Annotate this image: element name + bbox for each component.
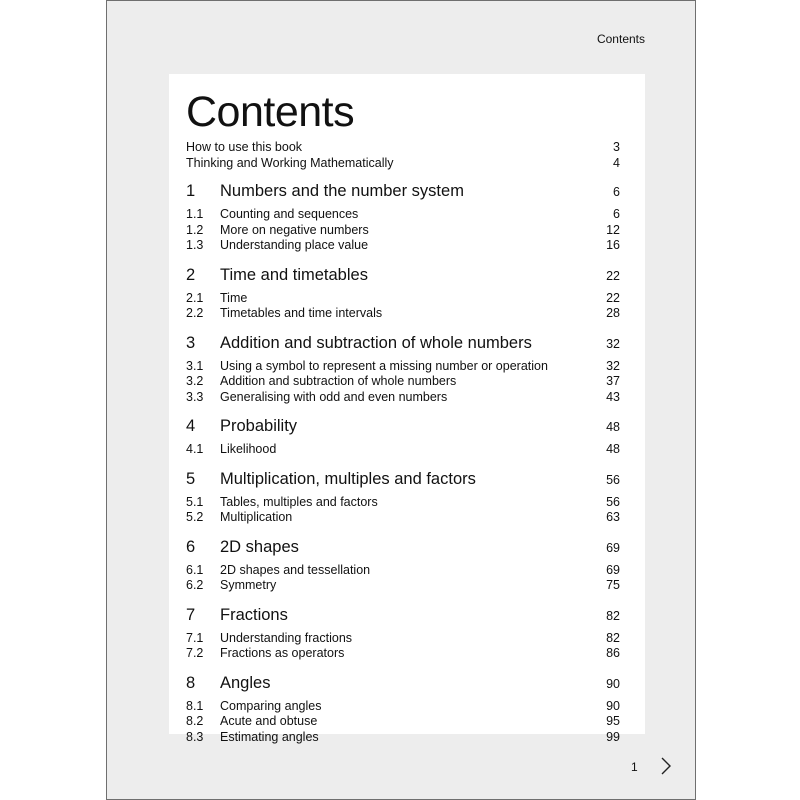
toc-section-row[interactable] [186,714,620,730]
running-header: Contents [596,32,645,46]
toc-chapter-row[interactable] [186,468,620,491]
section-title: Time [220,290,248,305]
section-page: 82 [606,630,620,645]
page-number: 1 [631,760,638,774]
section-number: 5.2 [186,510,204,524]
section-page: 56 [606,494,620,509]
section-page: 22 [606,290,620,305]
section-number: 1.2 [186,222,204,237]
chapter-page: 22 [606,268,620,283]
section-page: 16 [606,238,620,252]
chapter-page: 32 [606,336,620,351]
section-page: 37 [606,374,620,388]
chapter-title: Probability [220,417,298,435]
toc-section-row[interactable] [186,223,620,239]
section-title: Multiplication [220,510,293,524]
toc-chapter-row[interactable] [186,672,620,695]
section-page: 86 [606,646,620,660]
section-page: 28 [606,306,620,320]
section-number: 2.2 [186,306,204,320]
section-number: 6.2 [186,578,204,592]
section-title: Counting and sequences [220,207,359,221]
section-title: Addition and subtraction of whole numbers [220,374,457,388]
toc-entry-title: Thinking and Working Mathematically [186,155,394,170]
section-page: 99 [606,729,620,744]
section-title: Generalising with odd and even numbers [220,389,448,404]
section-title: Using a symbol to represent a missing number or operation [220,358,548,373]
toc-section-row[interactable] [186,442,620,458]
section-number: 4.1 [186,442,204,456]
toc-chapter-row[interactable] [186,264,620,287]
chapter-number: 1 [186,182,196,200]
chapter-page: 56 [606,472,620,487]
section-title: Fractions as operators [220,646,345,660]
chapter-title: Numbers and the number system [220,182,464,200]
section-number: 3.2 [186,374,204,388]
chapter-page: 69 [606,540,620,555]
section-page: 63 [606,510,620,524]
section-page: 43 [606,389,620,404]
chapter-title: Multiplication, multiples and factors [220,469,476,488]
section-number: 8.1 [186,698,204,713]
toc-section-row[interactable] [186,563,620,579]
toc-chapter-row[interactable] [186,536,620,559]
section-page: 69 [606,562,620,577]
section-title: More on negative numbers [220,222,369,237]
section-number: 7.2 [186,646,204,660]
section-page: 75 [606,578,620,592]
section-page: 32 [606,358,620,373]
chapter-page: 48 [606,420,620,434]
section-title: Acute and obtuse [220,714,318,728]
toc-chapter-row[interactable] [186,180,620,203]
section-title: Estimating angles [220,729,319,744]
chapter-page: 90 [606,676,620,691]
chapter-title: Time and timetables [220,265,368,284]
chapter-title: Fractions [220,605,288,624]
toc-entry-page: 4 [613,155,620,170]
next-page-button[interactable] [657,755,675,777]
section-page: 12 [606,222,620,237]
section-number: 8.2 [186,714,204,728]
toc-section-row[interactable] [186,306,620,322]
section-title: Comparing angles [220,698,322,713]
chapter-number: 2 [186,265,196,284]
section-title: Symmetry [220,578,277,592]
section-title: Understanding place value [220,238,369,252]
toc-entry-title: How to use this book [186,140,303,154]
chapter-number: 7 [186,605,196,624]
toc-section-row[interactable] [186,238,620,254]
section-title: Tables, multiples and factors [220,494,378,509]
section-number: 3.3 [186,389,204,404]
toc-section-row[interactable] [186,390,620,406]
toc-section-row[interactable] [186,631,620,647]
toc-chapter-row[interactable] [186,332,620,355]
section-page: 95 [606,714,620,728]
document-viewer [106,0,696,800]
toc-section-row[interactable] [186,730,620,746]
page-title: Contents [186,88,355,136]
chevron-right-icon [660,756,672,776]
section-page: 48 [606,442,620,456]
table-of-contents [186,140,620,745]
section-title: Understanding fractions [220,630,353,645]
section-page: 90 [606,698,620,713]
toc-intro-row[interactable] [186,156,620,172]
toc-section-row[interactable] [186,374,620,390]
section-title: Timetables and time intervals [220,306,383,320]
chapter-page: 6 [613,185,620,199]
toc-intro-row[interactable] [186,140,620,156]
section-number: 8.3 [186,729,204,744]
toc-section-row[interactable] [186,646,620,662]
section-page: 6 [613,207,620,221]
chapter-number: 6 [186,537,196,556]
toc-section-row[interactable] [186,510,620,526]
section-number: 3.1 [186,358,204,373]
chapter-number: 8 [186,673,196,692]
toc-chapter-row[interactable] [186,415,620,438]
toc-section-row[interactable] [186,699,620,715]
section-number: 2.1 [186,290,204,305]
chapter-title: Addition and subtraction of whole numbers [220,333,532,352]
section-title: Likelihood [220,442,277,456]
chapter-number: 3 [186,333,196,352]
chapter-title: 2D shapes [220,537,299,556]
chapter-number: 4 [186,417,196,435]
chapter-number: 5 [186,469,196,488]
toc-section-row[interactable] [186,207,620,223]
toc-entry-page: 3 [613,140,620,154]
chapter-page: 82 [606,608,620,623]
section-number: 5.1 [186,494,204,509]
toc-section-row[interactable] [186,495,620,511]
toc-section-row[interactable] [186,578,620,594]
chapter-title: Angles [220,673,271,692]
toc-section-row[interactable] [186,291,620,307]
toc-section-row[interactable] [186,359,620,375]
section-number: 1.3 [186,238,204,252]
toc-chapter-row[interactable] [186,604,620,627]
section-number: 1.1 [186,207,204,221]
section-number: 7.1 [186,630,204,645]
page-card [169,74,645,744]
section-number: 6.1 [186,562,204,577]
section-title: 2D shapes and tessellation [220,562,371,577]
